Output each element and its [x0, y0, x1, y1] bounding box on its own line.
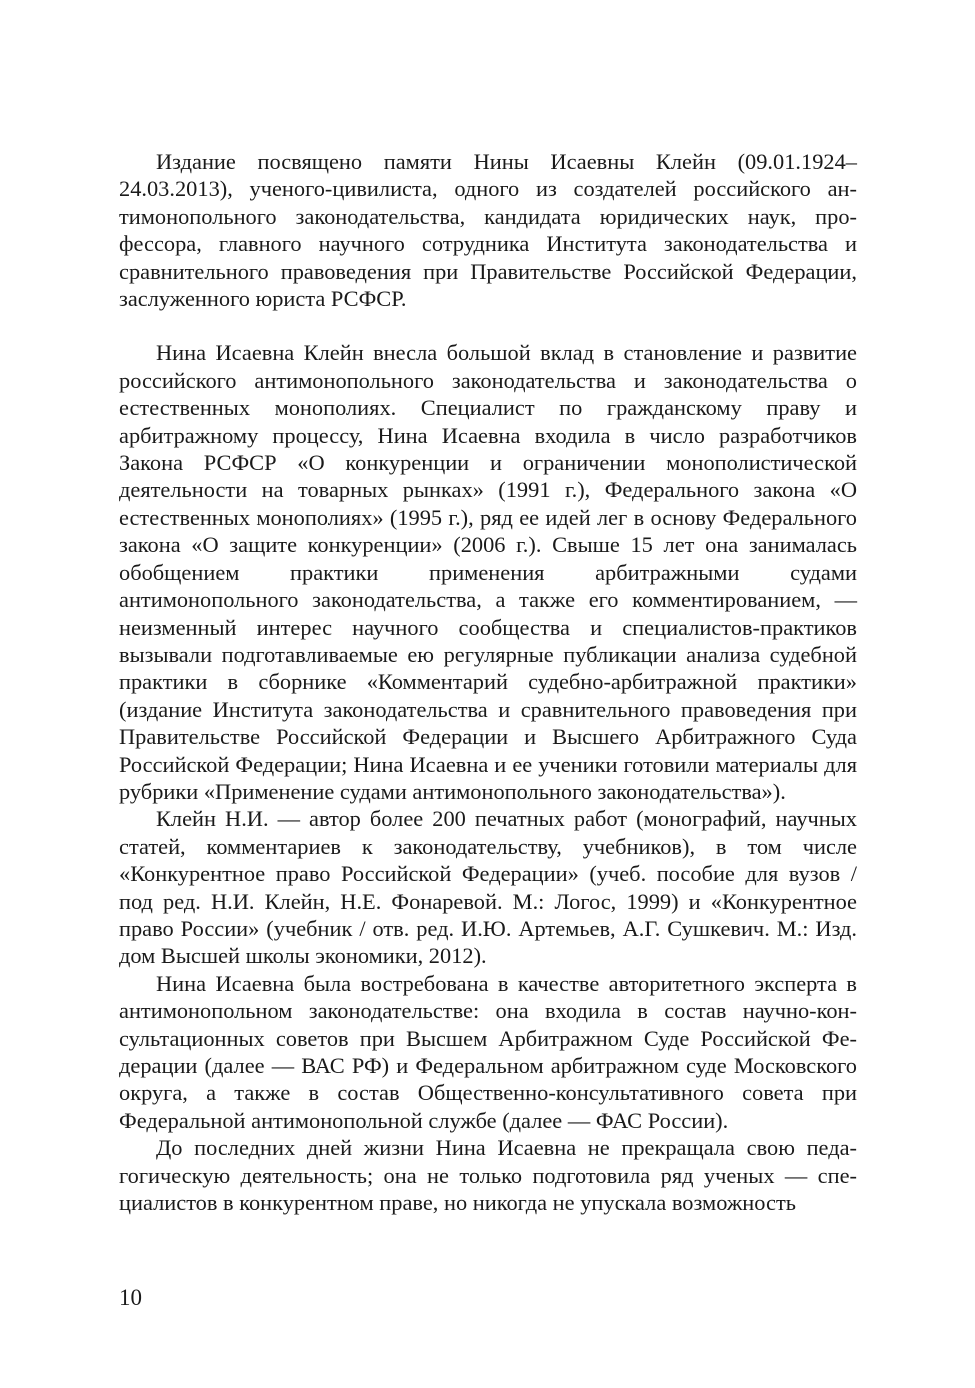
- paragraph-teaching: До последних дней жизни Нина Исаевна не прекращала свою педагогическую деятельность; она не только подготовила ряд ученых — специалистов в конкурентном праве, но никогда не упускала возможность: [119, 1135, 857, 1216]
- page-number: 10: [119, 1285, 142, 1310]
- paragraph-dedication: Издание посвящено памяти Нины Исаевны Клейн (09.01.1924–24.03.2013), ученого-цивилиста, одного из создателей российского антимонопольного законодательства, кандидата юридических наук, профессора, главного научного сотрудника Института законодательства и сравнительного правоведения при Правительстве Российской Федерации, заслуженного юриста РСФСР.: [119, 149, 857, 312]
- page-body: [119, 148, 857, 1216]
- paragraph-contribution: Нина Исаевна Клейн внесла большой вклад в становление и развитие российского антимонопольного законодательства и законодательства о естественных монополиях. Специалист по гражданскому праву и арбитражному процессу, Нина Исаевна входила в число разработчиков Закона РСФСР «О конкуренции и ограничении монополистической деятельности на товарных рынках» (1991 г.), Федерального закона «О естественных монополиях» (1995 г.), ряд ее идей лег в основу Федерального закона «О защите конкуренции» (2006 г.). Свыше 15 лет она занималась обобщением практики применения арбитражными судами антимонопольного законодательства, а также его комментированием, — неизменный интерес научного сообщества и специалистов-практиков вызывали подготавливаемые ею регулярные публикации анализа судебной практики в сборнике «Комментарий судебно-арбитражной практики» (издание Института законодательства и сравнительного правоведения при Правительстве Российской Федерации и Высшего Арбитражного Суда Российской Федерации; Нина Исаевна и ее ученики готовили материалы для рубрики «Применение судами антимонопольного законодательства»).: [119, 340, 857, 804]
- paragraph-publications: Клейн Н.И. — автор более 200 печатных работ (монографий, научных статей, комментариев к законодательству, учебников), в том числе «Конкурентное право Российской Федерации» (учеб. пособие для вузов / под ред. Н.И. Клейн, Н.Е. Фонаревой. М.: Логос, 1999) и «Конкурентное право России» (учебник / отв. ред. И.Ю. Артемьев, А.Г. Сушкевич. М.: Изд. дом Высшей школы экономики, 2012).: [119, 806, 857, 969]
- paragraph-expert: Нина Исаевна была востребована в качестве авторитетного эксперта в антимонопольном законодательстве: она входила в состав научно-консультационных советов при Высшем Арбитражном Суде Российской Федерации (далее — ВАС РФ) и Федеральном арбитражном суде Московского округа, а также в состав Общественно-консультативного совета при Федеральной антимонопольной службе (далее — ФАС России).: [119, 970, 857, 1133]
- paragraph-gap: [119, 312, 857, 339]
